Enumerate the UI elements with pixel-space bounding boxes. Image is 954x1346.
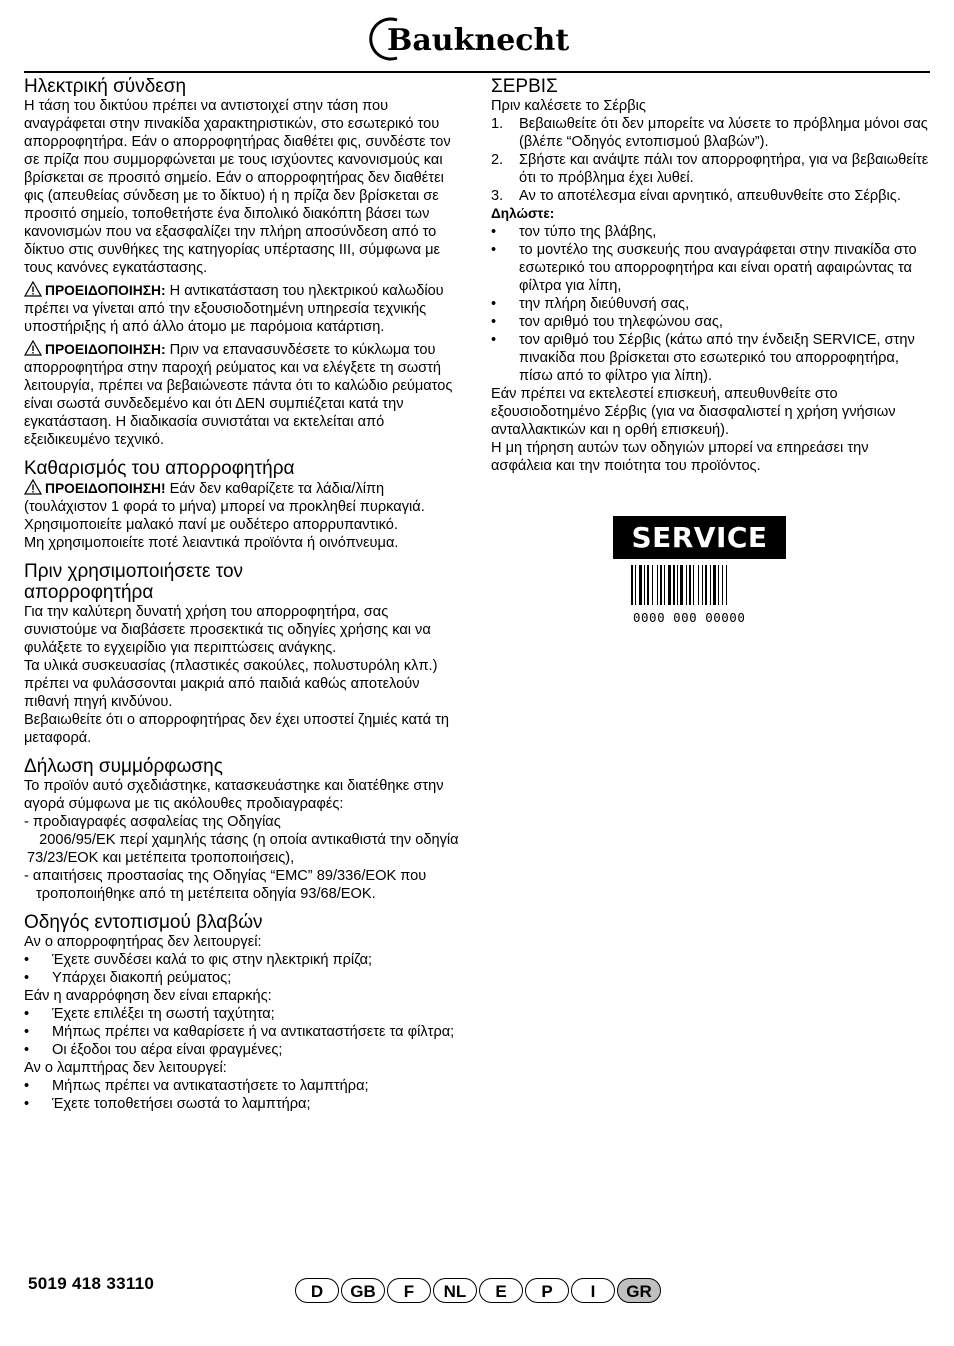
list-item: • Μήπως πρέπει να καθαρίσετε ή να αντικαταστήσετε τα φίλτρα; bbox=[24, 1024, 455, 1040]
barcode-bar bbox=[680, 565, 683, 605]
warning-icon bbox=[24, 281, 42, 297]
bullet-list bbox=[491, 223, 931, 385]
barcode-bar bbox=[652, 565, 653, 605]
warning-paragraph bbox=[24, 479, 464, 516]
body-text: Το προϊόν αυτό σχεδιάστηκε, κατασκευάστηκε και διατέθηκε στην αγορά σύμφωνα με τις ακόλουθες προδιαγραφές: bbox=[24, 778, 444, 812]
barcode-bar bbox=[705, 565, 707, 605]
barcode-bar bbox=[722, 565, 723, 605]
warning-paragraph bbox=[24, 340, 464, 449]
barcode-bar bbox=[673, 565, 675, 605]
list-item: 3. Αν το αποτέλεσμα είναι αρνητικό, απευθυνθείτε στο Σέρβις. bbox=[491, 188, 901, 204]
conformity-item: - απαιτήσεις προστασίας της Οδηγίας “EMC” 89/336/ΕΟΚ που τροποποιήθηκε από τη μετέπειτα οδηγία 93/68/ΕΟΚ. bbox=[24, 868, 427, 902]
barcode-bar bbox=[647, 565, 649, 605]
service-label-title: SERVICE bbox=[613, 516, 786, 559]
list-item-text: το μοντέλο της συσκευής που αναγράφεται στην πινακίδα στο εσωτερικό του απορροφητήρα και είναι ορατή αφαιρώντας τα φίλτρα για λίπη, bbox=[519, 242, 917, 294]
service-number: 0000 000 00000 bbox=[633, 610, 746, 625]
language-pill-i: I bbox=[571, 1278, 615, 1303]
list-item-text: Μήπως πρέπει να καθαρίσετε ή να αντικαταστήσετε τα φίλτρα; bbox=[52, 1024, 455, 1040]
barcode bbox=[631, 565, 786, 625]
list-item-text: την πλήρη διεύθυνσή σας, bbox=[519, 296, 690, 312]
conformity-item: - προδιαγραφές ασφαλείας της Οδηγίας bbox=[24, 814, 281, 830]
list-item: • τον αριθμό του τηλεφώνου σας, bbox=[491, 314, 723, 330]
body-text: Μη χρησιμοποιείτε ποτέ λειαντικά προϊόντα ή οινόπνευμα. bbox=[24, 535, 399, 551]
barcode-bar bbox=[713, 565, 716, 605]
body-text: Πριν καλέσετε το Σέρβις bbox=[491, 98, 646, 114]
warning-icon bbox=[24, 479, 42, 495]
bullet-list bbox=[24, 951, 464, 987]
warning-label: ΠΡΟΕΙΔΟΠΟΙΗΣΗ: bbox=[45, 342, 166, 357]
list-item: • Μήπως πρέπει να αντικαταστήσετε το λαμπτήρα; bbox=[24, 1078, 369, 1094]
language-pill-p: P bbox=[525, 1278, 569, 1303]
list-item: • το μοντέλο της συσκευής που αναγράφεται στην πινακίδα στο εσωτερικό του απορροφητήρα και είναι ορατή αφαιρώντας τα φίλτρα για λίπη, bbox=[491, 242, 917, 294]
document-code: 5019 418 33110 bbox=[28, 1274, 155, 1293]
right-column bbox=[491, 76, 931, 484]
declare-label: Δηλώστε: bbox=[491, 206, 555, 221]
service-label bbox=[613, 516, 786, 625]
list-item-text: Σβήστε και ανάψτε πάλι τον απορροφητήρα, για να βεβαιωθείτε ότι το πρόβλημα έχει λυθεί. bbox=[519, 152, 929, 186]
section-title: Δήλωση συμμόρφωσης bbox=[24, 756, 223, 777]
barcode-bar bbox=[664, 565, 665, 605]
section-conformity bbox=[24, 756, 464, 903]
barcode-bar bbox=[686, 565, 687, 605]
header-rule bbox=[24, 71, 930, 73]
body-text: Για την καλύτερη δυνατή χρήση του απορροφητήρα, σας συνιστούμε να διαβάσετε προσεκτικά τις οδηγίες χρήσης και να φυλάξετε το εγχειρίδιο για περιπτώσεις ανάγκης. bbox=[24, 604, 431, 656]
conformity-item-cont: 2006/95/ΕΚ περί χαμηλής τάσης (η οποία αντικαθιστά την οδηγία 73/23/ΕΟΚ και μετέπειτα τροποποιήσεις), bbox=[27, 832, 463, 866]
section-title: Οδηγός εντοπισμού βλαβών bbox=[24, 912, 263, 933]
body-text: Τα υλικά συσκευασίας (πλαστικές σακούλες, πολυστυρόλη κλπ.) πρέπει να φυλάσσονται μακριά από παιδιά καθώς αποτελούν πιθανή πηγή κινδύνου. bbox=[24, 658, 438, 710]
section-title: Ηλεκτρική σύνδεση bbox=[24, 76, 187, 97]
list-item: • την πλήρη διεύθυνσή σας, bbox=[491, 296, 690, 312]
body-text: Βεβαιωθείτε ότι ο απορροφητήρας δεν έχει υποστεί ζημιές κατά τη μεταφορά. bbox=[24, 712, 449, 746]
barcode-bar bbox=[644, 565, 645, 605]
subheading: Αν ο απορροφητήρας δεν λειτουργεί: bbox=[24, 934, 262, 950]
body-text: Η μη τήρηση αυτών των οδηγιών μπορεί να επηρεάσει την ασφάλεια και την ποιότητα του προϊόντος. bbox=[491, 440, 869, 474]
barcode-bar bbox=[657, 565, 658, 605]
warning-label: ΠΡΟΕΙΔΟΠΟΙΗΣΗ! bbox=[45, 481, 166, 496]
barcode-bar bbox=[718, 565, 719, 605]
brand-logo bbox=[0, 16, 954, 67]
warning-paragraph bbox=[24, 281, 464, 336]
barcode-bar bbox=[689, 565, 691, 605]
list-item-text: τον αριθμό του Σέρβις (κάτω από την ένδειξη SERVICE, στην πινακίδα που βρίσκεται στο εσωτερικό του απορροφητήρα, πίσω από το φίλτρο για λίπη). bbox=[519, 332, 915, 384]
barcode-bar bbox=[702, 565, 703, 605]
warning-label: ΠΡΟΕΙΔΟΠΟΙΗΣΗ: bbox=[45, 283, 166, 298]
list-item-text: Έχετε συνδέσει καλά το φις στην ηλεκτρική πρίζα; bbox=[52, 952, 373, 968]
section-before-use bbox=[24, 561, 464, 747]
barcode-bar bbox=[660, 565, 662, 605]
language-pill-d: D bbox=[295, 1278, 339, 1303]
list-item: • τον τύπο της βλάβης, bbox=[491, 224, 657, 240]
list-item: • τον αριθμό του Σέρβις (κάτω από την ένδειξη SERVICE, στην πινακίδα που βρίσκεται στο εσωτερικό του απορροφητήρα, πίσω από το φίλτρο για λίπη). bbox=[491, 332, 915, 384]
list-item: • Έχετε επιλέξει τη σωστή ταχύτητα; bbox=[24, 1006, 275, 1022]
left-column bbox=[24, 76, 464, 1122]
section-title: Πριν χρησιμοποιήσετε τον απορροφητήρα bbox=[24, 561, 244, 603]
language-list bbox=[295, 1278, 661, 1303]
brand-logo-mark bbox=[367, 16, 587, 62]
language-pill-nl: NL bbox=[433, 1278, 477, 1303]
barcode-bar bbox=[726, 565, 727, 605]
list-item-text: τον αριθμό του τηλεφώνου σας, bbox=[519, 314, 723, 330]
barcode-icon bbox=[631, 565, 767, 607]
list-item-text: Έχετε τοποθετήσει σωστά το λαμπτήρα; bbox=[52, 1096, 311, 1112]
section-troubleshooting bbox=[24, 912, 464, 1113]
list-item-text: Έχετε επιλέξει τη σωστή ταχύτητα; bbox=[52, 1006, 275, 1022]
bullet-list bbox=[24, 1005, 464, 1059]
barcode-bar bbox=[668, 565, 671, 605]
subheading: Αν ο λαμπτήρας δεν λειτουργεί: bbox=[24, 1060, 227, 1076]
barcode-bar bbox=[698, 565, 699, 605]
list-item-text: τον τύπο της βλάβης, bbox=[519, 224, 657, 240]
language-pill-e: E bbox=[479, 1278, 523, 1303]
list-item-text: Βεβαιωθείτε ότι δεν μπορείτε να λύσετε το πρόβλημα μόνοι σας (βλέπε “Οδηγός εντοπισμού βλαβών”). bbox=[519, 116, 928, 150]
bullet-list bbox=[24, 1077, 464, 1113]
barcode-bar bbox=[710, 565, 711, 605]
list-item: • Έχετε τοποθετήσει σωστά το λαμπτήρα; bbox=[24, 1096, 311, 1112]
list-item: 2. Σβήστε και ανάψτε πάλι τον απορροφητήρα, για να βεβαιωθείτε ότι το πρόβλημα έχει λυθεί. bbox=[491, 152, 929, 186]
warning-icon bbox=[24, 340, 42, 356]
numbered-list bbox=[491, 115, 931, 205]
list-item: 1. Βεβαιωθείτε ότι δεν μπορείτε να λύσετε το πρόβλημα μόνοι σας (βλέπε “Οδηγός εντοπισμού βλαβών”). bbox=[491, 116, 928, 150]
brand-logo-text: Bauknecht bbox=[387, 23, 570, 58]
barcode-bar bbox=[631, 565, 633, 605]
list-item: • Οι έξοδοι του αέρα είναι φραγμένες; bbox=[24, 1042, 283, 1058]
list-item-text: Οι έξοδοι του αέρα είναι φραγμένες; bbox=[52, 1042, 283, 1058]
list-item: • Υπάρχει διακοπή ρεύματος; bbox=[24, 970, 232, 986]
language-pill-f: F bbox=[387, 1278, 431, 1303]
body-text: Χρησιμοποιείτε μαλακό πανί με ουδέτερο απορρυπαντικό. bbox=[24, 517, 398, 533]
barcode-bar bbox=[693, 565, 694, 605]
section-electric-connection bbox=[24, 76, 464, 449]
warning-text: Πριν να επανασυνδέσετε το κύκλωμα του απορροφητήρα στην παροχή ρεύματος και να ελέγξετε τη σωστή λειτουργία, πρέπει να βεβαιώνεστε πάντα ότι το καλώδιο ρεύματος είναι σωστά συνδεδεμένο και ότι ΔΕΝ συμπιέζεται κατά την εγκατάσταση. Η διαδικασία συνιστάται να εκτελείται από εξειδικευμένο τεχνικό. bbox=[24, 342, 453, 448]
barcode-bar bbox=[639, 565, 642, 605]
section-service bbox=[491, 76, 931, 475]
barcode-bar bbox=[635, 565, 636, 605]
body-text: Η τάση του δικτύου πρέπει να αντιστοιχεί στην τάση που αναγράφεται στην πινακίδα χαρακτηριστικών, στο εσωτερικό του απορροφητήρα. Εάν ο απορροφητήρας διαθέτει φις, συνδέστε τον σε πρίζα που συμμορφώνεται με τους ισχύοντες κανονισμούς και βρίσκεται σε προσιτό σημείο. Εάν ο απορροφητήρας δεν διαθέτει φις (απευθείας σύνδεση με το δίκτυο) ή η πρίζα δεν βρίσκεται σε προσιτό σημείο, τοποθετήστε ένα διπολικό διακόπτη βάσει των κανονισμών που να εξασφαλίζει την πλήρη αποσύνδεση από το δίκτυο στις συνθήκες της κατηγορίας υπέρτασης III, σύμφωνα με τους κανόνες εγκατάστασης. bbox=[24, 98, 451, 276]
list-item: • Έχετε συνδέσει καλά το φις στην ηλεκτρική πρίζα; bbox=[24, 952, 373, 968]
subheading: Εάν η αναρρόφηση δεν είναι επαρκής: bbox=[24, 988, 272, 1004]
warning-text: Η αντικατάσταση του ηλεκτρικού καλωδίου πρέπει να γίνεται από την εξουσιοδοτημένη υπηρεσία τεχνικής υποστήριξης ή από άλλο άτομο με παρόμοια κατάρτιση. bbox=[24, 283, 444, 335]
list-item-text: Αν το αποτέλεσμα είναι αρνητικό, απευθυνθείτε στο Σέρβις. bbox=[519, 188, 901, 204]
body-text: Εάν πρέπει να εκτελεστεί επισκευή, απευθυνθείτε στο εξουσιοδοτημένο Σέρβις (για να διασφαλιστεί η χρήση γνήσιων ανταλλακτικών και η ορθή επισκευή). bbox=[491, 386, 896, 438]
section-title: Καθαρισμός του απορροφητήρα bbox=[24, 458, 295, 479]
language-pill-gb: GB bbox=[341, 1278, 385, 1303]
list-item-text: Υπάρχει διακοπή ρεύματος; bbox=[52, 970, 232, 986]
language-pill-gr: GR bbox=[617, 1278, 661, 1303]
section-title: ΣΕΡΒΙΣ bbox=[491, 76, 558, 97]
warning-text: Εάν δεν καθαρίζετε τα λάδια/λίπη (τουλάχιστον 1 φορά το μήνα) μπορεί να προκληθεί πυρκαγιά. bbox=[24, 481, 425, 515]
list-item-text: Μήπως πρέπει να αντικαταστήσετε το λαμπτήρα; bbox=[52, 1078, 369, 1094]
barcode-bar bbox=[677, 565, 678, 605]
section-cleaning bbox=[24, 458, 464, 552]
